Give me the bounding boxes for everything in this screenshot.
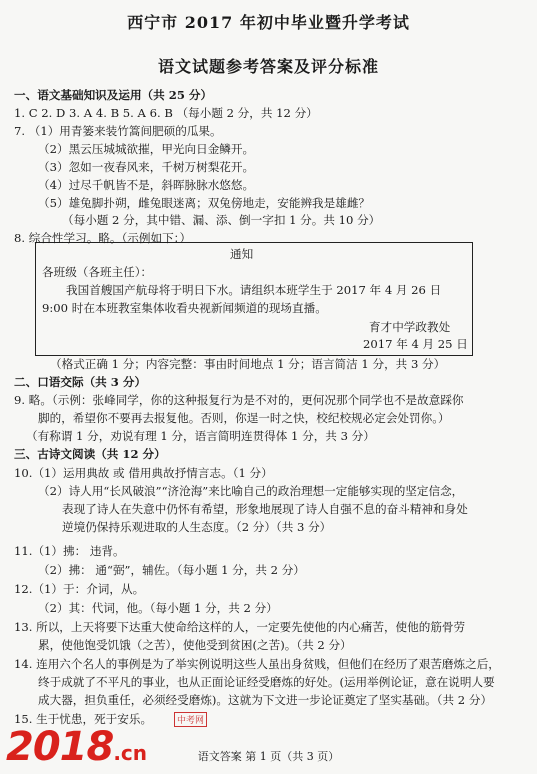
text-line: 13. 所以，上天将要下达重大使命给这样的人，一定要先使他的内心痛苦，使他的筋骨劳 bbox=[14, 620, 466, 634]
text-line: 7. （1）用青篓来装竹篙间肥硕的瓜果。 bbox=[14, 124, 222, 138]
text-line: 逆境仍保持乐观进取的人生态度。（2 分）（共 3 分） bbox=[62, 520, 332, 534]
text-line: 8. 综合性学习。略。（示例如下：） bbox=[14, 231, 192, 245]
text-line: （4）过尽千帆皆不是，斜晖脉脉水悠悠。 bbox=[38, 178, 255, 192]
text-line: 9:00 时在本班教室集体收看央视新闻频道的现场直播。 bbox=[42, 301, 327, 315]
logo-number: 2018 bbox=[6, 724, 114, 770]
text-line: 育才中学政教处 bbox=[369, 320, 451, 334]
text-line: 通知 bbox=[230, 247, 254, 261]
text-line: （2）其：代词，他。（每小题 1 分，共 2 分） bbox=[38, 601, 278, 615]
exam-subtitle: 语文试题参考答案及评分标准 bbox=[157, 57, 379, 76]
text-line: （5）雄兔脚扑朔，雌兔眼迷离；双兔傍地走，安能辨我是雄雌？ bbox=[38, 196, 371, 210]
text-line: 脚的，希望你不要再去报复他。否则，你逞一时之快，校纪校规必定会处罚你。） bbox=[38, 411, 450, 425]
text-line: 1. C 2. D 3. A 4. B 5. A 6. B （每小题 2 分，共 12 分） bbox=[14, 106, 318, 120]
text-line: （有称谓 1 分，劝说有理 1 分，语言简明连贯得体 1 分，共 3 分） bbox=[26, 429, 375, 443]
text-line: （3）忽如一夜春风来，千树万树梨花开。 bbox=[38, 160, 255, 174]
text-line: （2）诗人用“长风破浪”“济沧海”来比喻自己的政治理想一定能够实现的坚定信念， bbox=[38, 484, 464, 498]
text-line: （每小题 2 分，其中错、漏、添、倒一字扣 1 分。共 10 分） bbox=[62, 213, 381, 227]
page-footer: 语文答案 第 1 页（共 3 页） bbox=[197, 750, 340, 763]
text-line: 14. 连用六个名人的事例是为了举实例说明这些人虽出身贫贱，但他们在经历了艰苦磨炼之后， bbox=[14, 657, 500, 671]
text-line: 成大器，担负重任，必须经受磨炼)。这就为下文进一步论证奠定了坚实基础。（共 2 分） bbox=[38, 693, 493, 707]
text-line: 2017 年 4 月 25 日 bbox=[363, 337, 468, 351]
text-line: 15. 生于忧患，死于安乐。 bbox=[14, 712, 153, 726]
text-line: 累，使他饱受饥饿（之苦），使他受到贫困(之苦)。（共 2 分） bbox=[38, 638, 352, 652]
text-line: 一、语文基础知识及运用（共 25 分） bbox=[14, 88, 213, 102]
text-line: 10.（1）运用典故 或 借用典故抒情言志。（1 分） bbox=[14, 466, 273, 480]
exam-title: 西宁市 2017 年初中毕业暨升学考试 bbox=[127, 13, 410, 32]
text-line: 11.（1）拂： 违背。 bbox=[14, 544, 125, 558]
text-line: 表现了诗人在失意中仍怀有希望，形象地展现了诗人自强不息的奋斗精神和身处 bbox=[62, 502, 468, 516]
text-line: （2）黑云压城城欲摧，甲光向日金鳞开。 bbox=[38, 142, 255, 156]
text-line: 终于成就了不平凡的事业，也从正面论证经受磨炼的好处。(运用举例论证，意在说明人要 bbox=[38, 675, 495, 689]
text-line: 我国首艘国产航母将于明日下水。请组织本班学生于 2017 年 4 月 26 日 bbox=[66, 283, 442, 297]
text-line: （格式正确 1 分；内容完整：事由时间地点 1 分；语言简洁 1 分，共 3 分） bbox=[50, 357, 446, 371]
text-line: 二、口语交际（共 3 分） bbox=[14, 375, 147, 389]
watermark-stamp: 中考网 bbox=[174, 712, 207, 727]
text-line: 12.（1）于：介词，从。 bbox=[14, 582, 145, 596]
text-line: 9. 略。（示例：张峰同学，你的这种报复行为是不对的，更何况那个同学也不是故意踩你 bbox=[14, 393, 464, 407]
watermark-logo bbox=[6, 724, 147, 774]
text-line: 各班级（各班主任）： bbox=[42, 265, 153, 279]
text-line: （2）拂： 通“弼”，辅佐。（每小题 1 分，共 2 分） bbox=[38, 563, 305, 577]
logo-domain: .cn bbox=[113, 741, 148, 765]
text-line: 三、古诗文阅读（共 12 分） bbox=[14, 447, 166, 461]
